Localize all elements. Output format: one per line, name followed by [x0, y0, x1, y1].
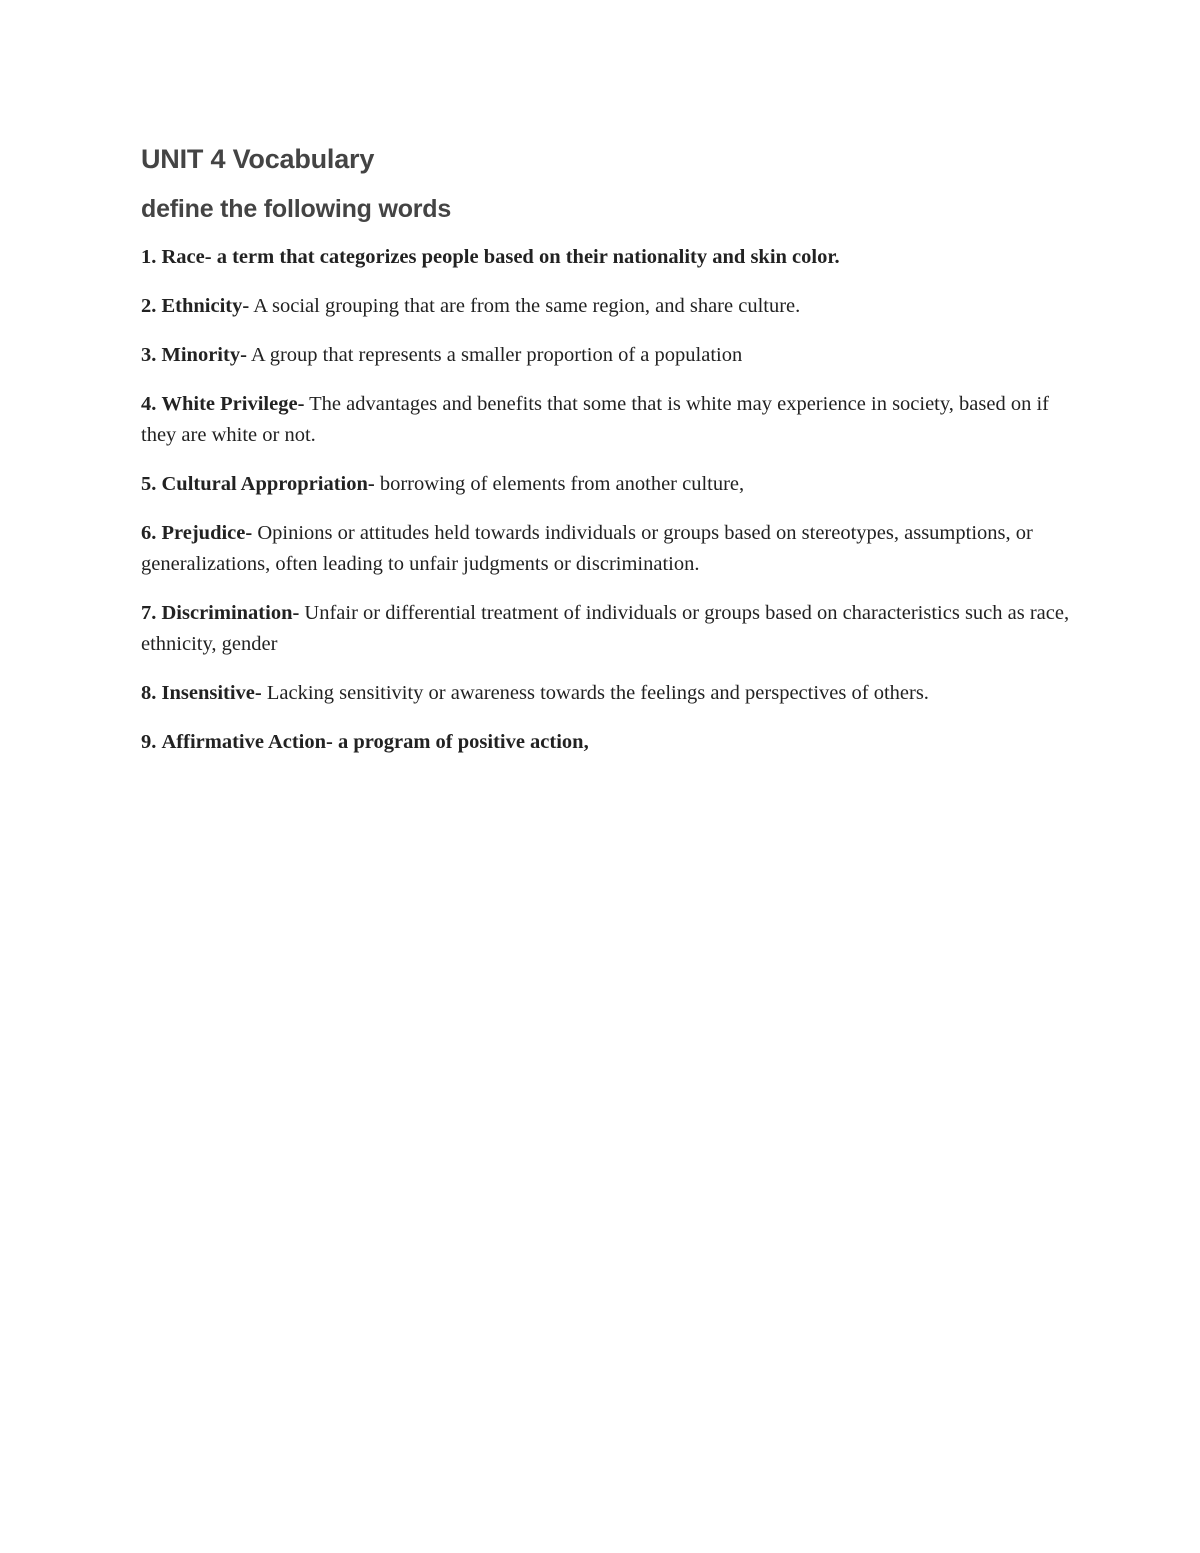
entry-separator: - [240, 344, 247, 366]
entry-separator: - [292, 602, 300, 624]
entry-separator: - [245, 522, 253, 544]
vocabulary-entry [141, 242, 1076, 273]
entry-term: Race [161, 246, 205, 268]
entry-term: Insensitive [161, 682, 255, 704]
entry-definition: A social grouping that are from the same region, and share culture. [253, 295, 801, 317]
entry-number: 1. [141, 246, 157, 268]
entry-definition: a program of positive action, [337, 731, 589, 753]
entry-separator: - [367, 473, 375, 495]
entry-separator: - [297, 393, 305, 415]
vocabulary-entry [141, 291, 1076, 322]
entry-definition: Lacking sensitivity or awareness towards the feelings and perspectives of others. [266, 682, 929, 704]
entry-separator: - [242, 295, 250, 317]
entry-term: Prejudice [161, 522, 246, 544]
entry-term: Discrimination [161, 602, 293, 624]
entry-number: 3. [141, 344, 157, 366]
entry-term: Minority [161, 344, 241, 366]
entry-separator: - [204, 246, 212, 268]
document-subtitle: define the following words [141, 195, 452, 223]
entry-number: 6. [141, 522, 157, 544]
vocabulary-entry [141, 340, 1076, 371]
vocabulary-entry [141, 518, 1076, 580]
vocabulary-entry [141, 598, 1076, 660]
entry-separator: - [254, 682, 262, 704]
entry-term: Affirmative Action [161, 731, 327, 753]
vocabulary-entry [141, 389, 1076, 451]
entry-definition: borrowing of elements from another culture, [379, 473, 745, 495]
entry-term: Cultural Appropriation [161, 473, 368, 495]
entry-definition: Unfair or differential treatment of individuals or groups based on characteristics such as race, ethnicity, gender [141, 602, 1070, 655]
entry-definition: Opinions or attitudes held towards individuals or groups based on stereotypes, assumptions, or generalizations, often leading to unfair judgments or discrimination. [141, 522, 1033, 575]
vocabulary-entry [141, 469, 1076, 500]
entry-number: 4. [141, 393, 157, 415]
entry-separator: - [326, 731, 333, 753]
entry-term: Ethnicity [161, 295, 243, 317]
entry-definition: A group that represents a smaller proportion of a population [250, 344, 743, 366]
entry-definition: a term that categorizes people based on their nationality and skin color. [216, 246, 840, 268]
entry-number: 7. [141, 602, 157, 624]
entry-number: 8. [141, 682, 157, 704]
entry-number: 2. [141, 295, 157, 317]
document-content [141, 140, 1076, 776]
vocabulary-entry [141, 727, 1076, 758]
entry-number: 9. [141, 731, 157, 753]
entry-number: 5. [141, 473, 157, 495]
entry-term: White Privilege [161, 393, 298, 415]
entry-definition: The advantages and benefits that some that is white may experience in society, based on if they are white or not. [141, 393, 1049, 446]
vocabulary-list [141, 242, 1076, 758]
vocabulary-entry [141, 678, 1076, 709]
document-title: UNIT 4 Vocabulary [141, 144, 375, 174]
